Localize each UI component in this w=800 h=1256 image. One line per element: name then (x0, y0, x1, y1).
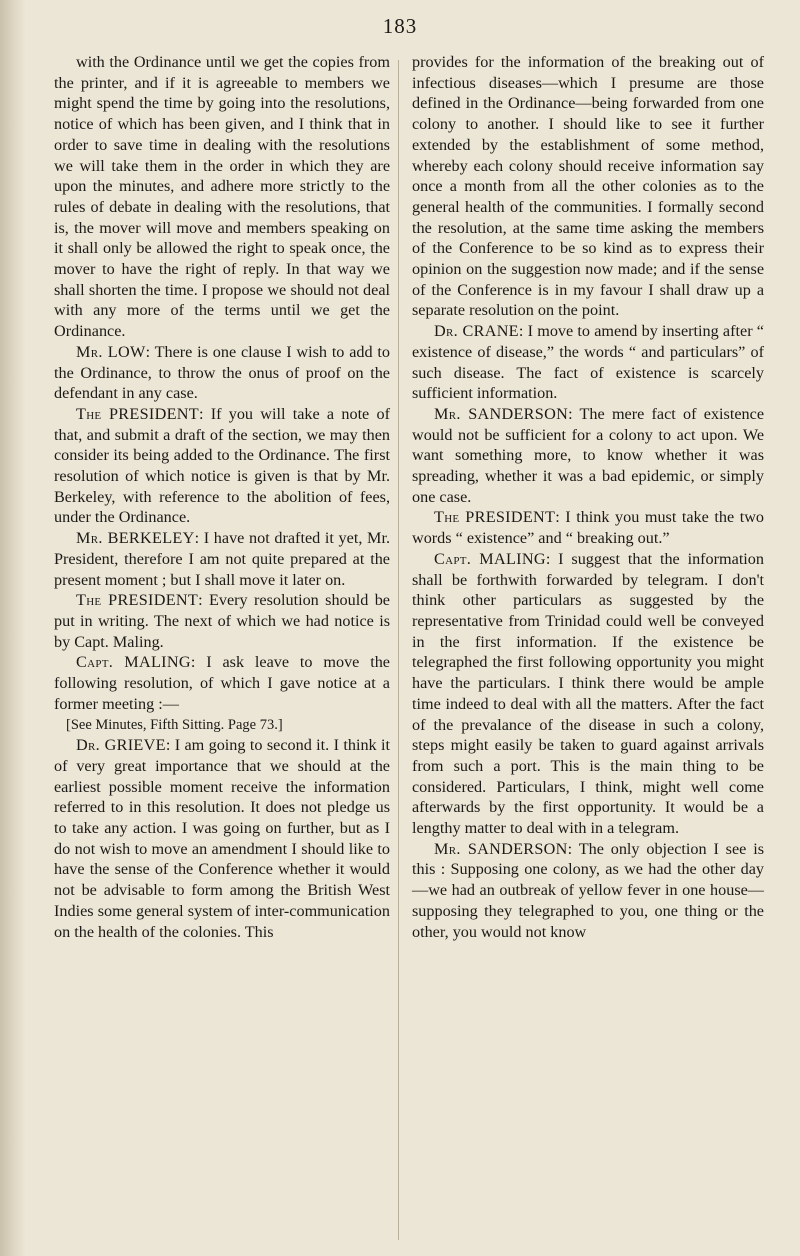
paragraph (54, 52, 390, 342)
speech-text: : I suggest that the information shall be forthwith forwarded by telegram. I don't think other particulars as suggested by the representative from Trinidad could well be conveyed in the first information. If the existence be telegraphed the first following opportunity you might have the particulars. I think there would be ample time indeed to deal with all the matters. After the fact of the prevalance of the disease in such a colony, steps might easily be taken to guard against arrivals from such a port. This is the main thing to be considered. Particulars, I think, might well come afterwards by the first opportunity. It would be a lengthy matter to deal with in a telegram. (412, 549, 764, 838)
speech-paragraph (412, 321, 764, 404)
speaker-name: The PRESIDENT (76, 591, 199, 610)
page-number: 183 (382, 14, 418, 38)
paragraph-text: provides for the information of the breaking out of infectious diseases—which I presume are those defined in the Ordinance—being forwarded from one colony to another. I should like to see it further extended by the establishment of some method, whereby each colony should receive information say once a month from all the other colonies as to the general health of the communities. I formally second the resolution, at the same time asking the members of the Conference to be so kind as to express their opinion on the suggestion now made; and if the sense of the Conference is in my favour I shall draw up a separate resolution on the point. (412, 53, 764, 320)
speech-paragraph (412, 549, 764, 839)
speaker-name: Capt. MALING (434, 549, 546, 568)
speech-paragraph (412, 507, 764, 548)
speaker-name: Dr. CRANE (434, 322, 519, 341)
speech-text: : The mere fact of existence would not be sufficient for a colony to act upon. We want something more, to know whether it was spreading, whether it was a bad epidemic, or simply one case. (412, 404, 765, 506)
speech-paragraph (54, 528, 390, 590)
speaker-name: Mr. SANDERSON (434, 404, 569, 423)
page-binding-shadow (0, 0, 26, 1256)
speech-text: : I have not drafted it yet, Mr. President, therefore I am not quite prepared at the present moment ; but I shall move it later on. (54, 529, 390, 589)
speaker-name: The PRESIDENT (434, 508, 556, 527)
right-column (412, 52, 764, 942)
speech-paragraph (412, 404, 764, 508)
speech-text: : Every resolution should be put in writing. The next of which we had notice is by Capt. Maling. (54, 591, 390, 651)
speech-paragraph (412, 839, 764, 943)
speech-paragraph (54, 735, 390, 942)
speech-paragraph (54, 590, 390, 652)
speech-text: : There is one clause I wish to add to the Ordinance, to throw the onus of proof on the defendant in any case. (54, 342, 391, 403)
speech-text: : I move to amend by inserting after “ existence of disease,” the words “ and particulars” of such disease. The fact of existence is scarcely sufficient information. (412, 322, 764, 403)
minutes-reference: [See Minutes, Fifth Sitting. Page 73.] (66, 716, 283, 733)
speaker-name: Dr. GRIEVE (76, 736, 166, 755)
left-column (54, 52, 390, 942)
speech-text: : The only objection I see is this : Supposing one colony, as we had the other day—we had an outbreak of yellow fever in one house—supposing they telegraphed to you, one thing or the other, you would not know (412, 839, 764, 941)
speech-paragraph (54, 652, 390, 714)
speech-text: : I ask leave to move the following resolution, of which I gave notice at a former meeting :— (54, 653, 390, 713)
column-divider (398, 60, 399, 1240)
speaker-name: Mr. BERKELEY (76, 529, 195, 548)
speaker-name: Mr. SANDERSON (434, 839, 568, 858)
paragraph-text: with the Ordinance until we get the copies from the printer, and if it is agreeable to members we might spend the time by going into the resolutions, notice of which has been given, and I think that in order to save time in dealing with the resolutions we will take them in the order in which they are upon the minutes, and adhere more strictly to the rules of debate in dealing with the resolutions, that is, the mover will move and members speaking on it shall only be allowed the right to speak once, the mover to have the right of reply. In that way we shall shorten the time. I propose we should not deal with any more of the terms until we get the Ordinance. (54, 53, 390, 341)
speaker-name: The PRESIDENT (76, 404, 199, 423)
speech-paragraph (54, 404, 390, 528)
paragraph (412, 52, 764, 321)
speaker-name: Mr. LOW (76, 342, 146, 361)
speaker-name: Capt. MALING (76, 653, 191, 672)
speech-text: : I think you must take the two words “ existence” and “ breaking out.” (412, 508, 764, 548)
speech-text: : If you will take a note of that, and submit a draft of the section, we may then consider its being added to the Ordinance. The first resolution of which notice is given is that by Mr. Berkeley, with reference to the abolition of fees, under the Ordinance. (54, 404, 390, 527)
speech-text: : I am going to second it. I think it of very great importance that we should at the earliest possible moment receive the information referred to in this resolution. It does not pledge us to take any action. I was going on further, but as I do not wish to move an amendment I should like to have the sense of the Conference whether it would not be advisable to form among the British West Indies some general system of inter-communication on the health of the colonies. This (54, 736, 391, 941)
speech-paragraph (54, 342, 390, 404)
